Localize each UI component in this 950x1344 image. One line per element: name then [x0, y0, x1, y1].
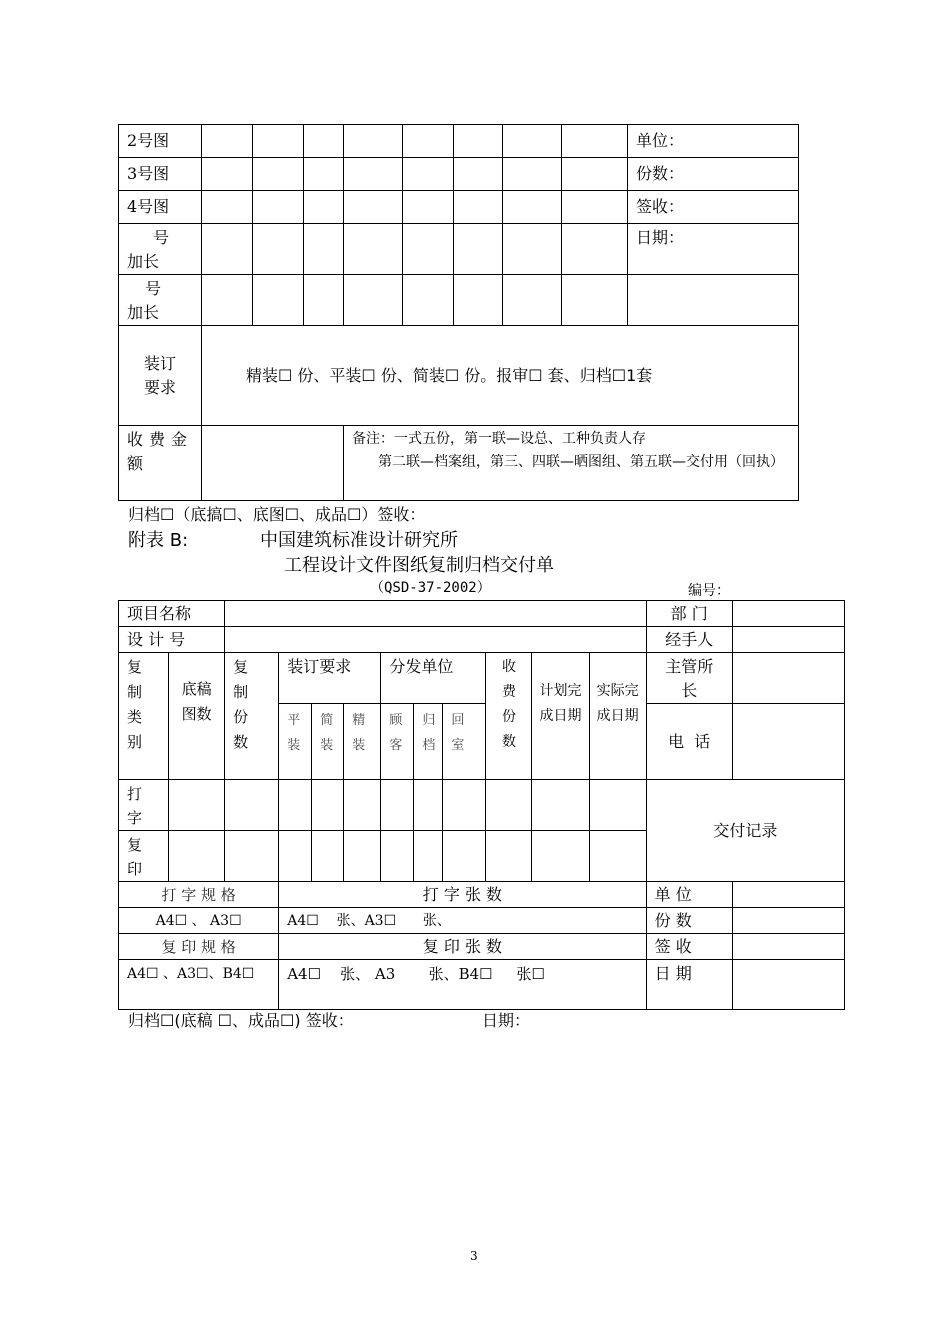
- dist-unit-header: 分发单位: [381, 653, 486, 704]
- copy-count-header: 复制份数: [225, 653, 279, 780]
- institute-name: 中国建筑标准设计研究所: [260, 530, 458, 551]
- fee-count-text: 收费份数: [501, 659, 516, 750]
- serial-label: 编号：: [688, 583, 730, 599]
- actual-date-header: 实际完成日期: [589, 653, 646, 780]
- row-label-extended-1: 号加长: [119, 224, 202, 275]
- date-label: 日 期: [646, 960, 732, 1010]
- sign-field: 签收：: [628, 191, 799, 224]
- copy-sheets-value: A4☐ 张、 A3 张、B4☐ 张☐: [279, 960, 646, 1010]
- copy-sheets-label: 复 印 张 数: [279, 934, 646, 960]
- row-label-extended-2: 号 加长: [119, 275, 202, 326]
- copies-field: 份数：: [628, 158, 799, 191]
- binding-req-header: 装订要求: [279, 653, 381, 704]
- phone-label: 电 话: [646, 704, 732, 780]
- print-spec-label: 打 字 规 格: [119, 882, 279, 908]
- copy-spec-value: A4☐ 、A3☐、B4☐: [119, 960, 279, 1010]
- copy-archive-form: [118, 600, 845, 1010]
- remark: [344, 426, 799, 501]
- copy-spec-label: 复 印 规 格: [119, 934, 279, 960]
- project-name-label: 项目名称: [119, 601, 225, 627]
- archive-line-2: 归档☐(底稿 ☐、成品☐) 签收：: [128, 1011, 354, 1030]
- plan-date-header: 计划完成日期: [532, 653, 589, 780]
- sub-dist-archive: 归档: [414, 704, 443, 780]
- draft-count-header: 底稿图数: [169, 653, 225, 780]
- director-label: 主管所长: [646, 653, 732, 704]
- row-label-3: 3号图: [119, 158, 202, 191]
- handler-label: 经手人: [646, 627, 732, 653]
- copies-label: 份 数: [646, 908, 732, 934]
- sub-binding-simple: 简装: [312, 704, 344, 780]
- fee-count-header: [486, 653, 532, 780]
- sign-label: 签 收: [646, 934, 732, 960]
- attachment-label: 附表 B:: [128, 530, 189, 551]
- fee-label: 收费金额: [119, 426, 202, 501]
- date-field: 日期：: [628, 224, 799, 275]
- unit-field: 单位：: [628, 125, 799, 158]
- distribution-table: [118, 124, 799, 501]
- row-label-4: 4号图: [119, 191, 202, 224]
- unit-label: 单 位: [646, 882, 732, 908]
- sub-binding-plain: 平装: [279, 704, 312, 780]
- blank-cell: [628, 275, 799, 326]
- dept-label: 部 门: [646, 601, 732, 627]
- print-sheets-value: A4☐ 张、A3☐ 张、: [279, 908, 646, 934]
- delivery-record: 交付记录: [646, 780, 844, 882]
- sub-binding-fine: 精装: [344, 704, 381, 780]
- design-no-label: 设 计 号: [119, 627, 225, 653]
- type-copy: 复印: [119, 831, 169, 882]
- remark-line-1: 备注：一式五份，第一联—设总、工种负责人存: [352, 431, 646, 447]
- print-sheets-label: 打 字 张 数: [279, 882, 646, 908]
- archive-line-1: 归档☐（底搞☐、底图☐、成品☐）签收：: [128, 505, 426, 524]
- remark-line-2: 第二联—档案组，第三、四联—晒图组、第五联—交付用（回执）: [378, 454, 784, 470]
- sub-dist-customer: 顾客: [381, 704, 414, 780]
- binding-options: 精装☐ 份、平装☐ 份、简装☐ 份。报审☐ 套、归档☐1套: [202, 326, 799, 426]
- sub-dist-return: 回室: [443, 704, 486, 780]
- binding-label: 装订要求: [119, 326, 202, 426]
- print-spec-value: A4☐ 、 A3☐: [119, 908, 279, 934]
- copy-type-header: 复制类别: [119, 653, 169, 780]
- form-code: （QSD-37-2002）: [370, 580, 491, 596]
- form-title: 工程设计文件图纸复制归档交付单: [284, 555, 554, 576]
- page-number: 3: [470, 1249, 478, 1263]
- type-print: 打字: [119, 780, 169, 831]
- row-label-2: 2号图: [119, 125, 202, 158]
- archive-date-label: 日期：: [482, 1011, 531, 1030]
